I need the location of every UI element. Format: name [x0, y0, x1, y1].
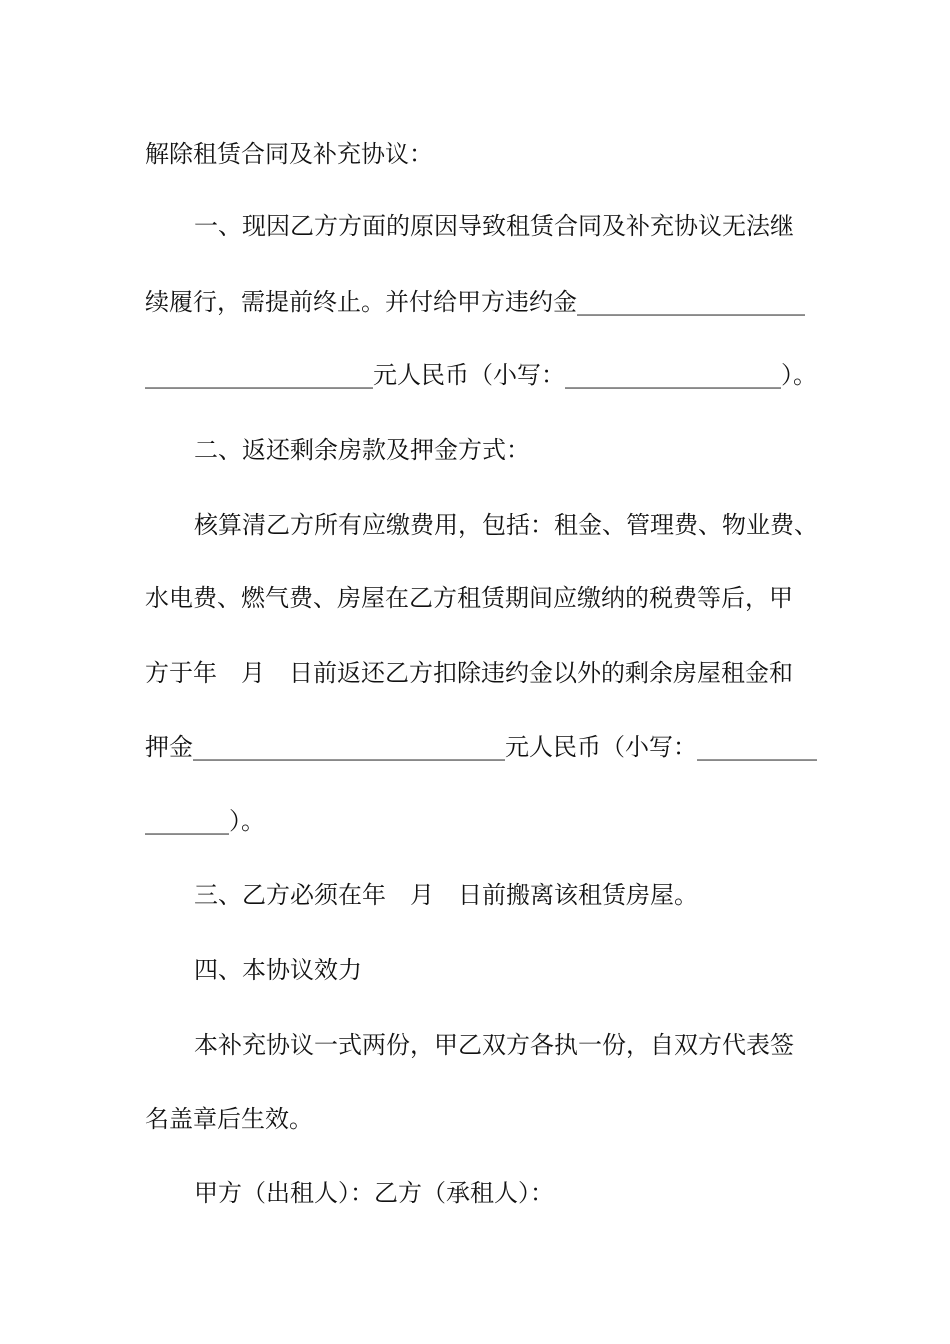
clause-three — [194, 877, 698, 913]
clause-two-line-5 — [145, 803, 265, 839]
line-text: 水电费、燃气费、房屋在乙方租赁期间应缴纳的税费等后，甲 — [145, 584, 793, 612]
line-text: 甲方（出租人）：乙方（承租人）： — [194, 1179, 554, 1207]
line-text: 名盖章后生效。 — [145, 1105, 313, 1133]
line-text: 本补充协议一式两份，甲乙双方各执一份，自双方代表签 — [194, 1031, 794, 1059]
line-text: 解除租赁合同及补充协议： — [145, 140, 433, 168]
line-text: 续履行，需提前终止。并付给甲方违约金___________________ — [145, 288, 805, 316]
clause-two-heading — [194, 432, 530, 468]
line-text: 三、乙方必须在年 月 日前搬离该租赁房屋。 — [194, 881, 698, 909]
clause-four-heading — [194, 952, 362, 988]
line-text: 方于年 月 日前返还乙方扣除违约金以外的剩余房屋租金和 — [145, 659, 793, 687]
clause-one-line-3 — [145, 357, 817, 393]
clause-one-line-1 — [194, 208, 794, 244]
line-text: ___________________元人民币（小写：__________________）。 — [145, 361, 817, 389]
line-text: 一、现因乙方方面的原因导致租赁合同及补充协议无法继 — [194, 212, 794, 240]
clause-two-line-3 — [145, 655, 793, 691]
line-text: 四、本协议效力 — [194, 956, 362, 984]
clause-two-line-1 — [194, 507, 818, 543]
line-text: 核算清乙方所有应缴费用，包括：租金、管理费、物业费、 — [194, 511, 818, 539]
section-heading-termination — [145, 136, 433, 172]
clause-two-line-2 — [145, 580, 793, 616]
clause-one-line-2 — [145, 284, 805, 320]
clause-four-line-2 — [145, 1101, 313, 1137]
line-text: 押金__________________________元人民币（小写：__________ — [145, 733, 817, 761]
clause-four-line-1 — [194, 1027, 794, 1063]
signature-parties — [194, 1175, 554, 1211]
clause-two-line-4 — [145, 729, 817, 765]
line-text: 二、返还剩余房款及押金方式： — [194, 436, 530, 464]
line-text: _______）。 — [145, 807, 265, 835]
